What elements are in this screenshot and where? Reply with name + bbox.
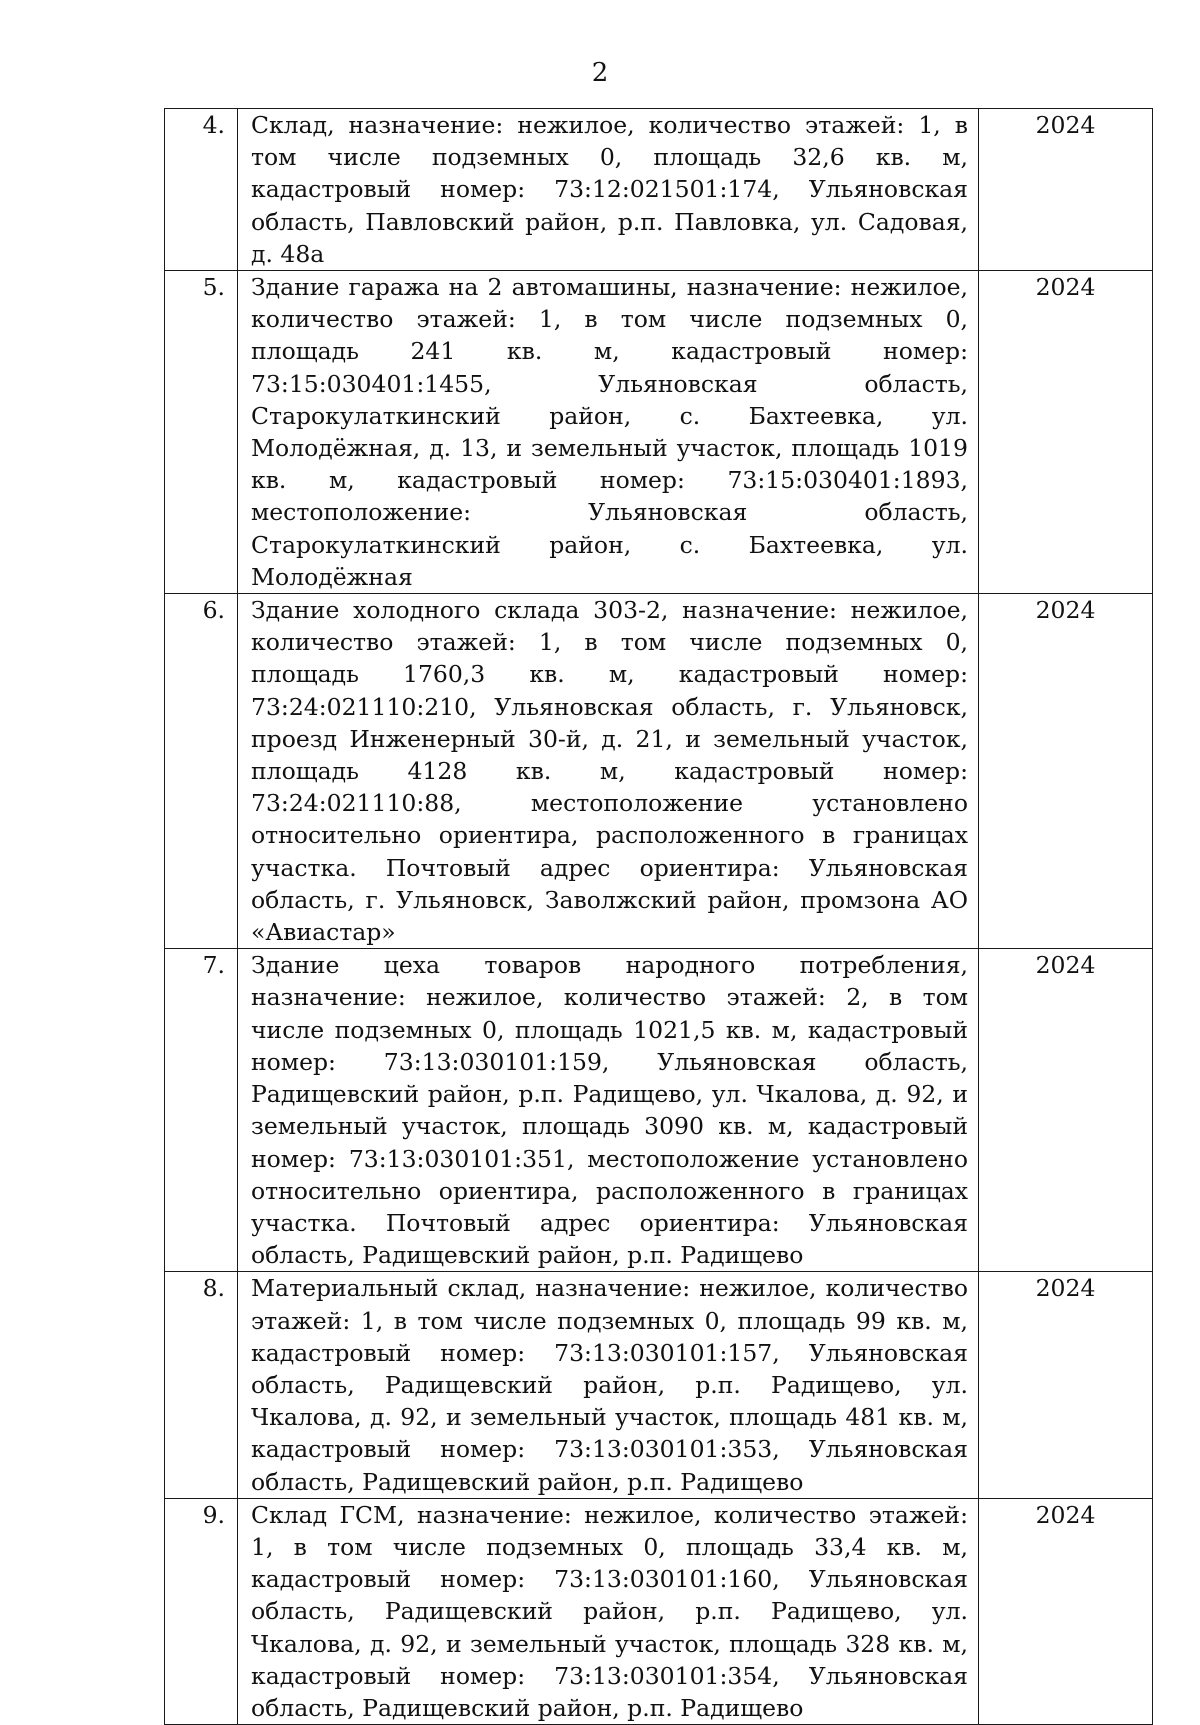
row-year: 2024 (979, 109, 1153, 271)
row-year: 2024 (979, 1272, 1153, 1498)
property-table (164, 108, 1153, 1725)
row-number: 9. (165, 1498, 238, 1724)
table-row (165, 1498, 1153, 1724)
table-row (165, 594, 1153, 949)
row-number: 7. (165, 949, 238, 1272)
page-number: 2 (591, 58, 609, 88)
row-year: 2024 (979, 271, 1153, 594)
row-description: Здание холодного склада 303-2, назначение: нежилое, количество этажей: 1, в том числе подземных 0, площадь 1760,3 кв. м, кадастровый номер: 73:24:021110:210, Ульяновская область, г. Ульяновск, проезд Инженерный 30-й, д. 21, и земельный участок, площадь 4128 кв. м, кадастровый номер: 73:24:021110:88, местоположение установлено относительно ориентира, расположенного в границах участка. Почтовый адрес ориентира: Ульяновская область, г. Ульяновск, Заволжский район, промзона АО «Авиастар» (238, 594, 979, 949)
row-year: 2024 (979, 949, 1153, 1272)
row-description: Здание цеха товаров народного потребления, назначение: нежилое, количество этажей: 2, в том числе подземных 0, площадь 1021,5 кв. м, кадастровый номер: 73:13:030101:159, Ульяновская область, Радищевский район, р.п. Радищево, ул. Чкалова, д. 92, и земельный участок, площадь 3090 кв. м, кадастровый номер: 73:13:030101:351, местоположение установлено относительно ориентира, расположенного в границах участка. Почтовый адрес ориентира: Ульяновская область, Радищевский район, р.п. Радищево (238, 949, 979, 1272)
row-description: Склад ГСМ, назначение: нежилое, количество этажей: 1, в том числе подземных 0, площадь 33,4 кв. м, кадастровый номер: 73:13:030101:160, Ульяновская область, Радищевский район, р.п. Радищево, ул. Чкалова, д. 92, и земельный участок, площадь 328 кв. м, кадастровый номер: 73:13:030101:354, Ульяновская область, Радищевский район, р.п. Радищево (238, 1498, 979, 1724)
row-year: 2024 (979, 1498, 1153, 1724)
row-description: Склад, назначение: нежилое, количество этажей: 1, в том числе подземных 0, площадь 32,6 кв. м, кадастровый номер: 73:12:021501:174, Ульяновская область, Павловский район, р.п. Павловка, ул. Садовая, д. 48а (238, 109, 979, 271)
row-number: 6. (165, 594, 238, 949)
row-number: 8. (165, 1272, 238, 1498)
row-number: 5. (165, 271, 238, 594)
row-description: Материальный склад, назначение: нежилое, количество этажей: 1, в том числе подземных 0, площадь 99 кв. м, кадастровый номер: 73:13:030101:157, Ульяновская область, Радищевский район, р.п. Радищево, ул. Чкалова, д. 92, и земельный участок, площадь 481 кв. м, кадастровый номер: 73:13:030101:353, Ульяновская область, Радищевский район, р.п. Радищево (238, 1272, 979, 1498)
table-row (165, 1272, 1153, 1498)
table-row (165, 949, 1153, 1272)
table-row (165, 271, 1153, 594)
row-year: 2024 (979, 594, 1153, 949)
table-row (165, 109, 1153, 271)
row-number: 4. (165, 109, 238, 271)
row-description: Здание гаража на 2 автомашины, назначение: нежилое, количество этажей: 1, в том числе подземных 0, площадь 241 кв. м, кадастровый номер: 73:15:030401:1455, Ульяновская область, Старокулаткинский район, с. Бахтеевка, ул. Молодёжная, д. 13, и земельный участок, площадь 1019 кв. м, кадастровый номер: 73:15:030401:1893, местоположение: Ульяновская область, Старокулаткинский район, с. Бахтеевка, ул. Молодёжная (238, 271, 979, 594)
